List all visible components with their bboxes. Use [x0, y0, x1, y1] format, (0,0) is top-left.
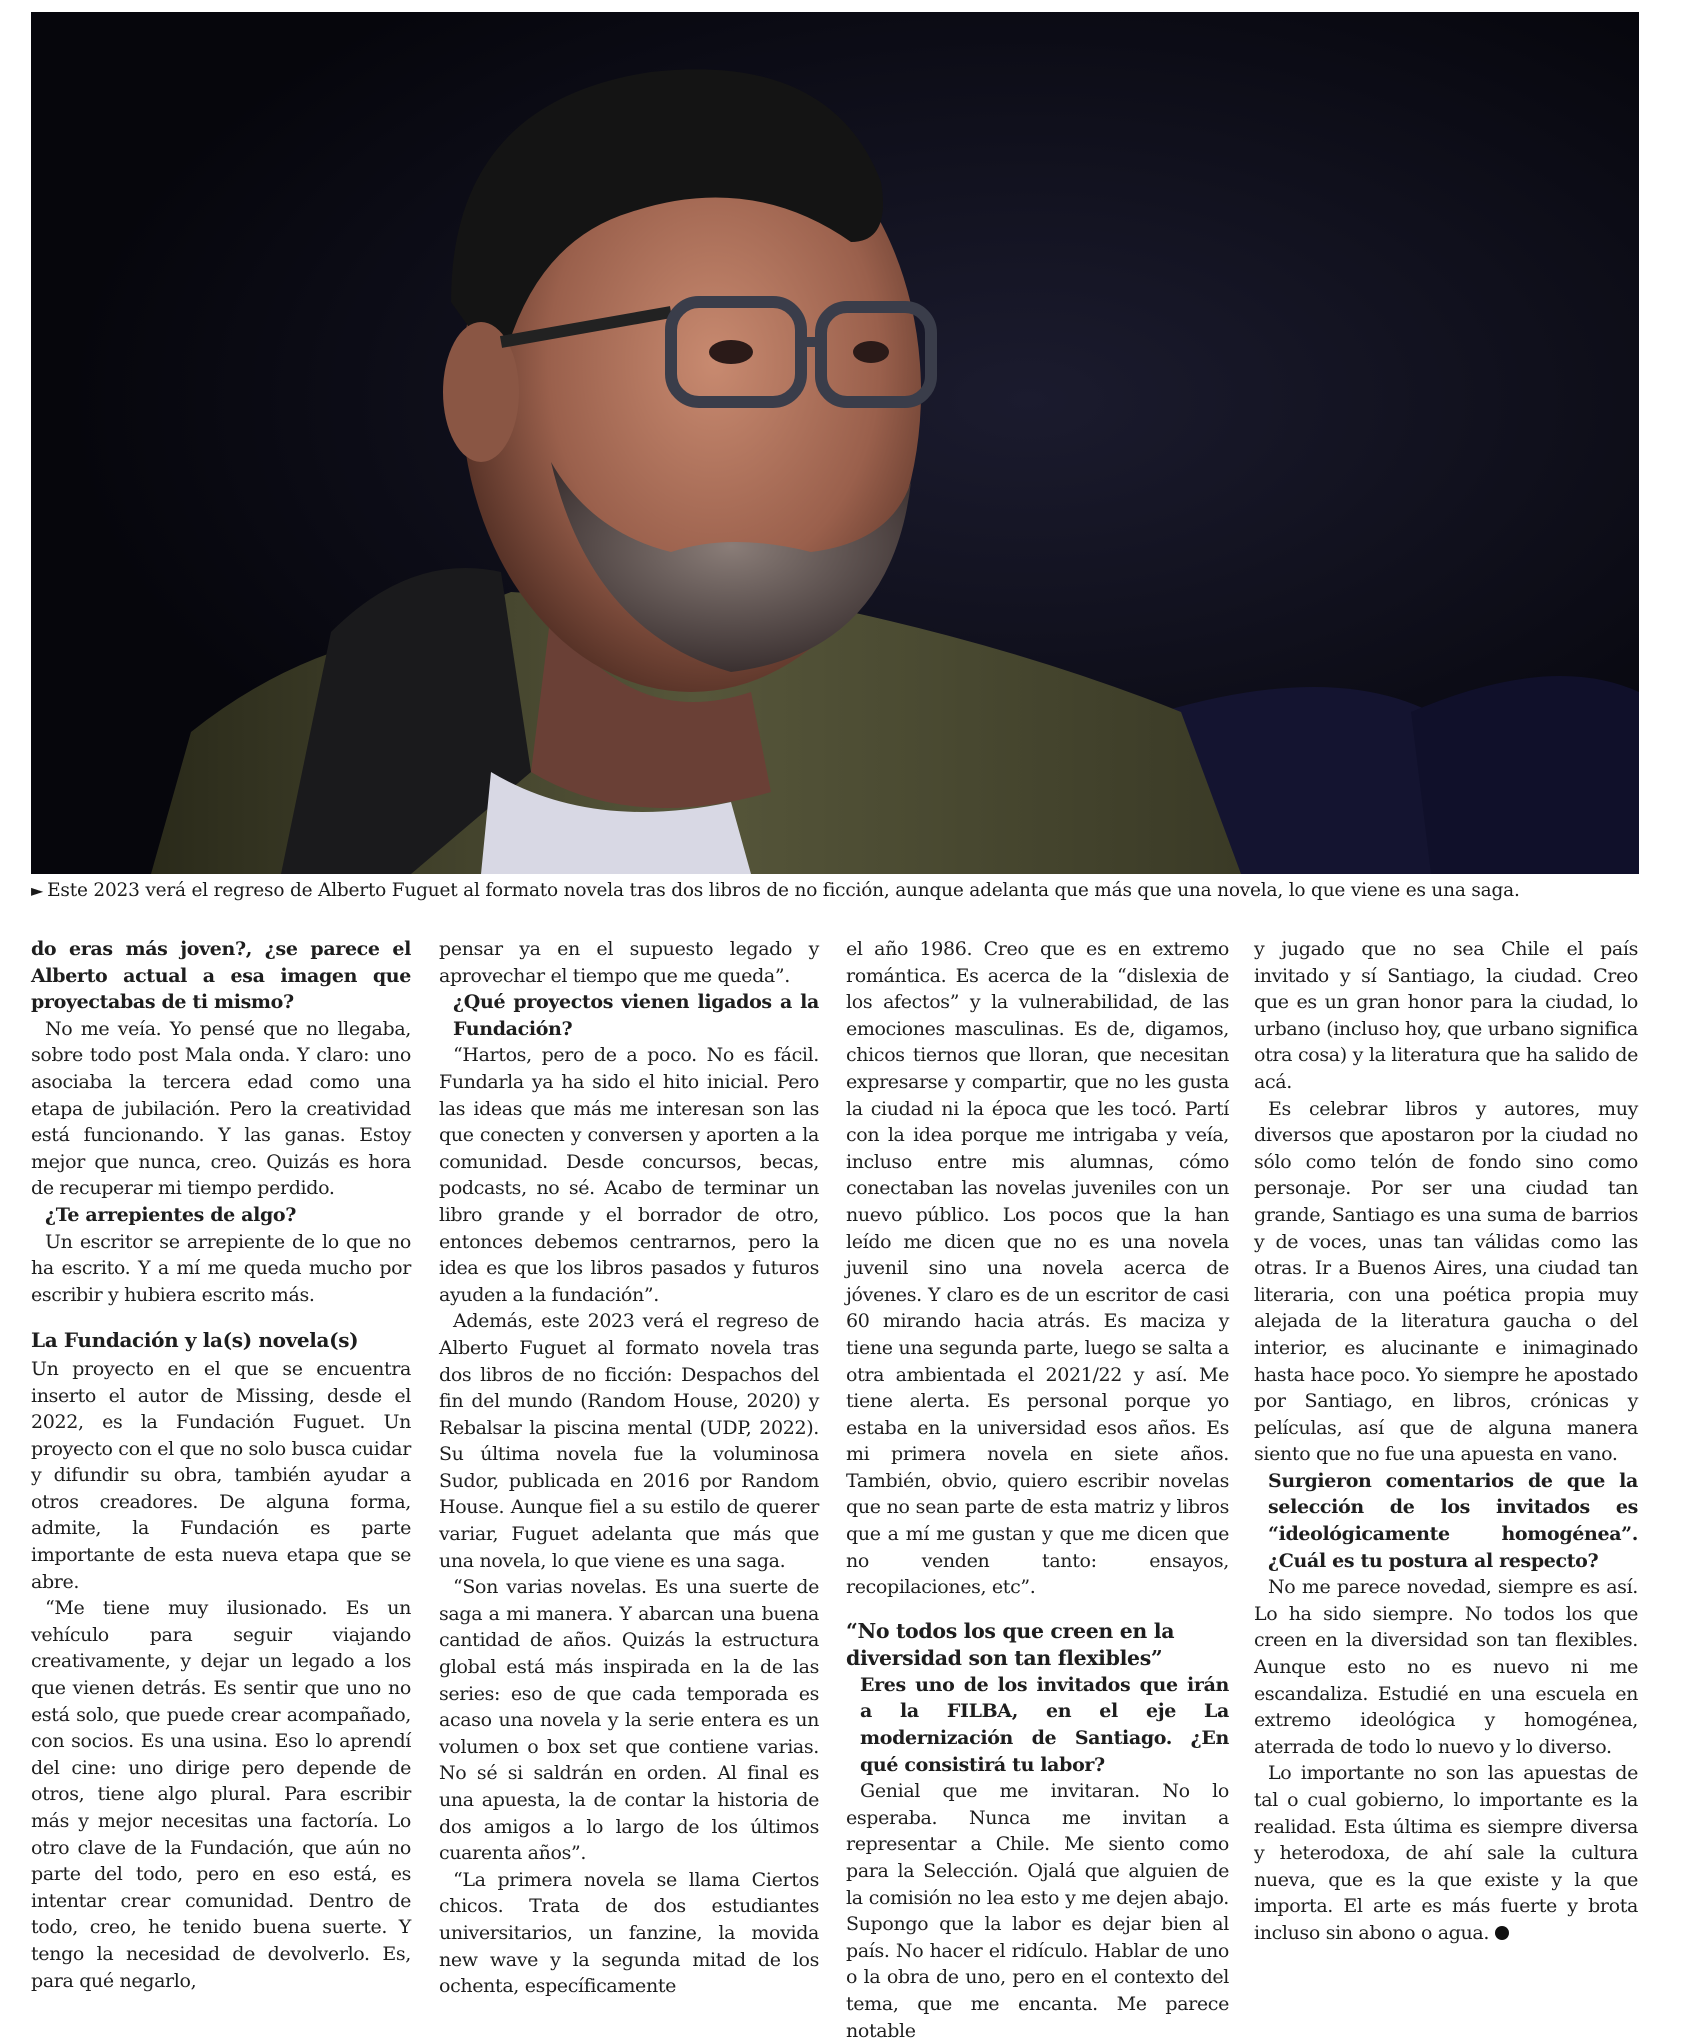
paragraph: Es celebrar libros y autores, muy diversos que apostaron por la ciudad no sólo como telón de fondo sino como personaje. Por ser una ciudad tan grande, Santiago es una suma de barrios y de voces, unas tan válidas como las otras. Ir a Buenos Aires, una ciudad tan literaria, con una poética propia muy alejada de la literatura gaucha o del interior, es alucinante e inimaginado hasta hace poco. Yo siempre he apostado por Santiago, en libros, crónicas y películas, así que de alguna manera siento que no fue una apuesta en vano. — [1254, 1097, 1638, 1466]
caption-text: Este 2023 verá el regreso de Alberto Fuguet al formato novela tras dos libros de no ficción, aunque adelanta que más que una novela, lo que viene es una saga. — [47, 880, 1520, 901]
column-4 — [1254, 936, 1638, 1947]
section-heading: La Fundación y la(s) novela(s) — [31, 1328, 359, 1353]
paragraph: “La primera novela se llama Ciertos chicos. Trata de dos estudiantes universitarios, un fanzine, la movida new wave y la segunda mitad de los ochenta, específicamente — [439, 1868, 819, 1998]
column-1 — [31, 936, 411, 1994]
answer: Un escritor se arrepiente de lo que no ha escrito. Y a mí me queda mucho por escribir y hubiera escrito más. — [31, 1230, 411, 1306]
answer: Lo importante no son las apuestas de tal o cual gobierno, lo importante es la realidad. Esta última es siempre diversa y heterodoxa, de ahí sale la cultura nueva, que es la que existe y la que importa. El arte es más fuerte y brota incluso sin abono o agua. — [1254, 1762, 1638, 1944]
portrait-illustration — [31, 12, 1639, 874]
question: ¿Te arrepientes de algo? — [45, 1203, 297, 1226]
paragraph: y jugado que no sea Chile el país invitado y sí Santiago, la ciudad. Creo que es un gran honor para la ciudad, lo urbano (incluso hoy, que urbano significa otra cosa) y la literatura que ha salido de acá. — [1254, 938, 1638, 1093]
photo-caption — [31, 880, 1651, 901]
question: Surgieron comentarios de que la selección de los invitados es “ideológicamente homogénea”. ¿Cuál es tu postura al respecto? — [1268, 1469, 1638, 1572]
paragraph: pensar ya en el supuesto legado y aprovechar el tiempo que me queda”. — [439, 938, 819, 987]
column-3 — [846, 936, 1229, 2044]
paragraph: “Son varias novelas. Es una suerte de saga a mi manera. Y abarcan una buena cantidad de años. Quizás la estructura global está más inspirada en la de las series: eso de que cada temporada es acaso una novela y la serie entera es un volumen o box set que contiene varias. No sé si saldrán en orden. Al final es una apuesta, la de contar la historia de dos amigos a lo largo de los últimos cuarenta años”. — [439, 1576, 819, 1865]
question: do eras más joven?, ¿se parece el Alberto actual a esa imagen que proyectabas de ti mismo? — [31, 938, 411, 1014]
answer: Genial que me invitaran. No lo esperaba. Nunca me invitan a representar a Chile. Me siento como para la Selección. Ojalá que alguien de la comisión no lea esto y me dejen abajo. Supongo que la labor es dejar bien al país. No hacer el ridículo. Hablar de uno o la obra de uno, pero en el contexto del tema, que me encanta. Me parece notable — [846, 1780, 1229, 2042]
paragraph: el año 1986. Creo que es en extremo romántica. Es acerca de la “dislexia de los afectos” y la vulnerabilidad, de las emociones masculinas. Es de, digamos, chicos tiernos que lloran, que necesitan expresarse y compartir, que no les gusta la ciudad ni la época que les tocó. Partí con la idea porque me intrigaba y veía, incluso entre mis alumnas, cómo conectaban las novelas juveniles con un nuevo público. Los pocos que la han leído me dicen que no es una novela juvenil sino una novela acerca de jóvenes. Y claro es de un escritor de casi 60 mirando hacia atrás. Es maciza y tiene una segunda parte, luego se salta a otra ambientada el 2021/22 y así. Me tiene alerta. Es personal porque yo estaba en la universidad esos años. Es mi primera novela en siete años. También, obvio, quiero escribir novelas que no sean parte de esta matriz y libros que a mí me gustan y que me dicen que no venden tanto: ensayos, recopilaciones, etc”. — [846, 938, 1229, 1599]
answer-closing — [1254, 1760, 1638, 1946]
paragraph: Además, este 2023 verá el regreso de Alberto Fuguet al formato novela tras dos libros de no ficción: Despachos del fin del mundo (Random House, 2020) y Rebalsar la piscina mental (UDP, 2022). Su última novela fue la voluminosa Sudor, publicada en 2016 por Random House. Aunque fiel a su estilo de querer variar, Fuguet adelanta que más que una novela, lo que viene es una saga. — [439, 1310, 819, 1572]
question: ¿Qué proyectos vienen ligados a la Fundación? — [453, 991, 819, 1040]
portrait-photo — [31, 12, 1639, 874]
column-2 — [439, 936, 819, 2000]
answer: “Hartos, pero de a poco. No es fácil. Fundarla ya ha sido el hito inicial. Pero las ideas que más me interesan son las que conecten y conversen y aporten a la comunidad. Desde concursos, becas, podcasts, no sé. Acabo de terminar un libro grande y el borrador de otro, entonces debemos centrarnos, pero la idea es que los libros pasados y futuros ayuden a la fundación”. — [439, 1044, 819, 1306]
paragraph: “Me tiene muy ilusionado. Es un vehículo para seguir viajando creativamente, y dejar un legado a los que vienen detrás. Es sentir que uno no está solo, que puede crear acompañado, con socios. Es una usina. Eso lo aprendí del cine: uno dirige pero depende de otros, tiene algo plural. Para escribir más y mejor necesitas una factoría. Lo otro clave de la Fundación, que aún no parte del todo, pero en eso está, es intentar crear comunidad. Dentro de todo, creo, he tenido buena suerte. Y tengo la necesidad de devolverlo. Es, para qué negarlo, — [31, 1597, 411, 1992]
end-mark-icon — [1495, 1926, 1509, 1940]
answer: No me veía. Yo pensé que no llegaba, sobre todo post Mala onda. Y claro: uno asociaba la tercera edad como una etapa de jubilación. Pero la creatividad está funcionando. Y las ganas. Estoy mejor que nunca, creo. Quizás es hora de recuperar mi tiempo perdido. — [31, 1017, 411, 1200]
caption-marker-icon: ► — [31, 881, 44, 900]
question: Eres uno de los invitados que irán a la FILBA, en el eje La modernización de Santiago. ¿En qué consistirá tu labor? — [860, 1673, 1229, 1776]
paragraph: Un proyecto en el que se encuentra inserto el autor de Missing, desde el 2022, es la Fundación Fuguet. Un proyecto con el que no solo busca cuidar y difundir su obra, también ayudar a otros creadores. De alguna forma, admite, la Fundación es parte importante de esta nueva etapa que se abre. — [31, 1357, 411, 1593]
answer: No me parece novedad, siempre es así. Lo ha sido siempre. No todos los que creen en la diversidad son tan flexibles. Aunque esto no es nuevo ni me escandaliza. Estudié en una escuela en extremo ideológica y homogénea, aterrada de todo lo nuevo y lo diverso. — [1254, 1576, 1638, 1758]
section-heading: “No todos los que creen en la diversidad son tan flexibles” — [846, 1618, 1175, 1670]
